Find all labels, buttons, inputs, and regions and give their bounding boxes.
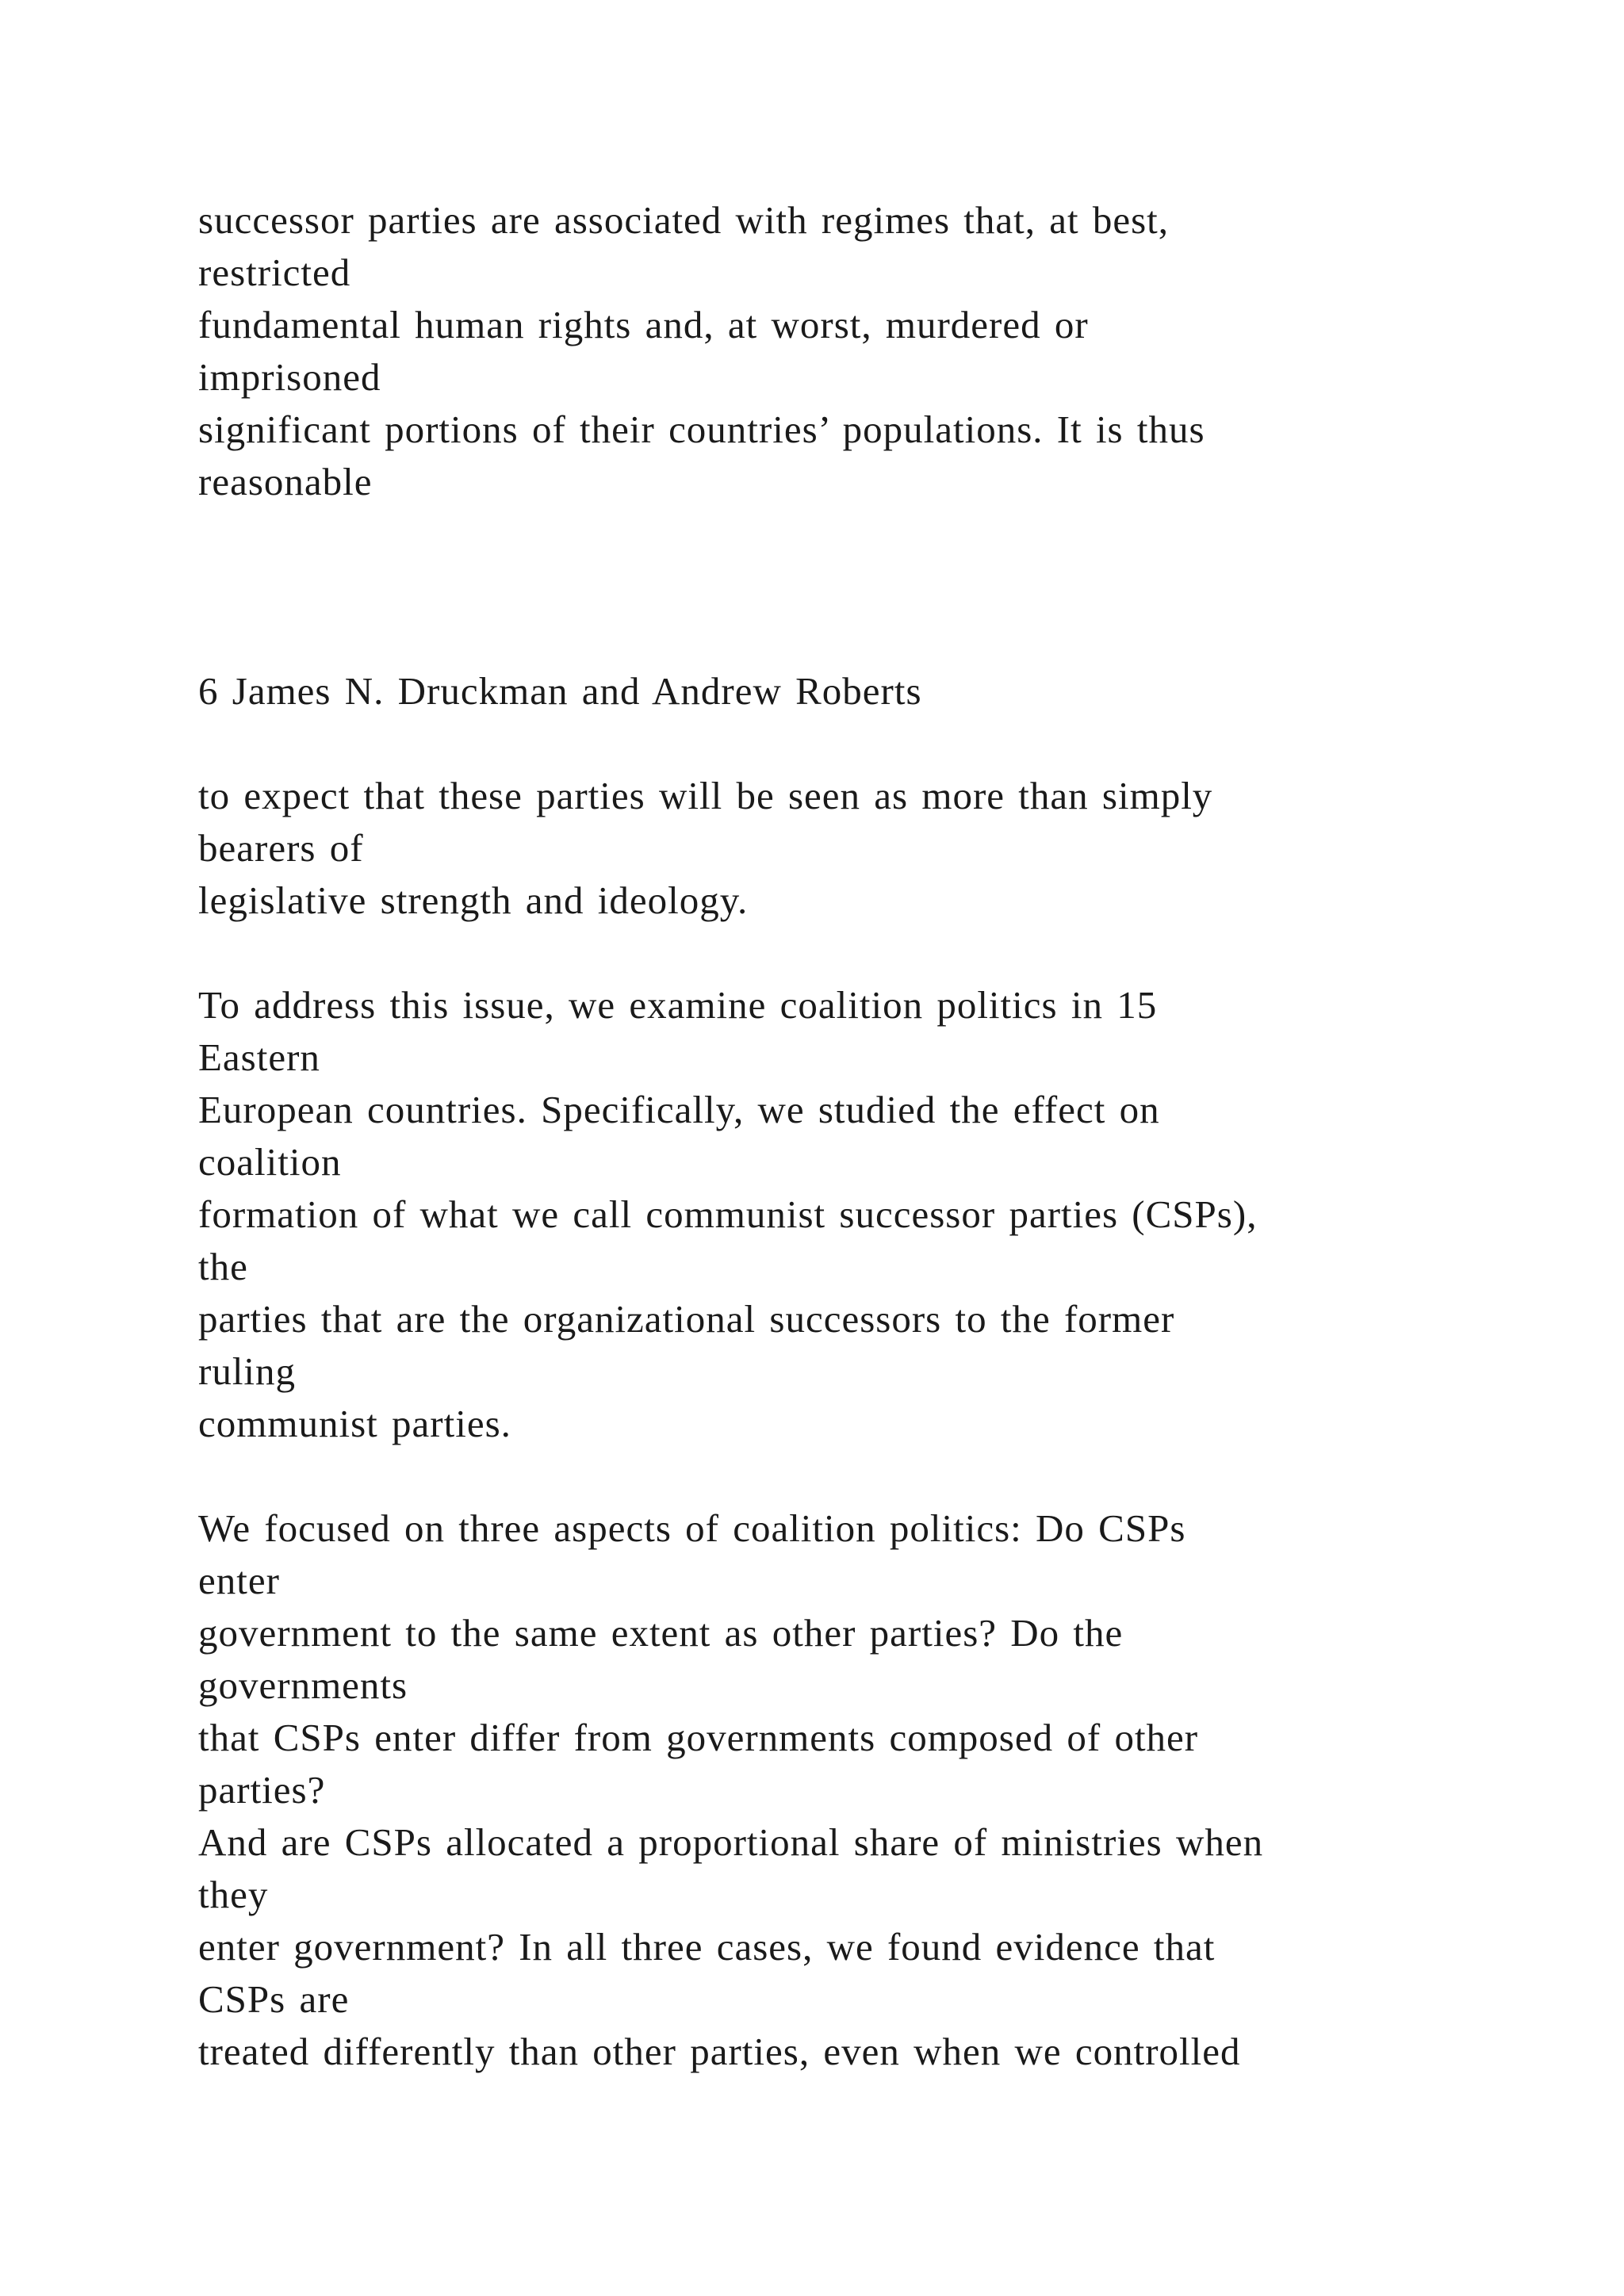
body-text-line: they (198, 1873, 269, 1916)
body-text-line: successor parties are associated with regimes that, at best, (198, 198, 1170, 242)
body-text-line: parties? (198, 1768, 326, 1812)
body-text-line: reasonable (198, 460, 373, 503)
body-text-line: ruling (198, 1349, 297, 1393)
body-text-line: CSPs are (198, 1977, 350, 2021)
body-text-line: enter (198, 1559, 280, 1602)
running-header: 6 James N. Druckman and Andrew Roberts (198, 669, 922, 713)
body-text-line: communist parties. (198, 1402, 511, 1445)
body-text-line: legislative strength and ideology. (198, 878, 749, 922)
body-text-line: Eastern (198, 1035, 320, 1079)
body-text-line: bearers of (198, 826, 364, 870)
body-text-line: that CSPs enter differ from governments composed of other (198, 1716, 1199, 1759)
body-text-line: To address this issue, we examine coalition politics in 15 (198, 983, 1158, 1027)
body-text-line: treated differently than other parties, even when we controlled (198, 2030, 1241, 2073)
body-text-line: imprisoned (198, 355, 381, 399)
body-text-line: And are CSPs allocated a proportional share of ministries when (198, 1820, 1264, 1864)
body-text-line: the (198, 1245, 248, 1288)
body-text-line: to expect that these parties will be seen as more than simply (198, 774, 1213, 817)
body-text-line: coalition (198, 1140, 342, 1184)
body-text-line: European countries. Specifically, we studied the effect on (198, 1088, 1160, 1131)
body-text-line: formation of what we call communist successor parties (CSPs), (198, 1192, 1258, 1236)
body-text-line: fundamental human rights and, at worst, murdered or (198, 303, 1089, 346)
body-text-line: parties that are the organizational successors to the former (198, 1297, 1175, 1341)
body-text-line: governments (198, 1663, 408, 1707)
body-text-line: restricted (198, 251, 351, 294)
body-text-line: We focused on three aspects of coalition politics: Do CSPs (198, 1506, 1186, 1550)
body-text-line: enter government? In all three cases, we found evidence that (198, 1925, 1216, 1969)
body-text-line: significant portions of their countries’ populations. It is thus (198, 408, 1205, 451)
body-text-line: government to the same extent as other parties? Do the (198, 1611, 1124, 1655)
